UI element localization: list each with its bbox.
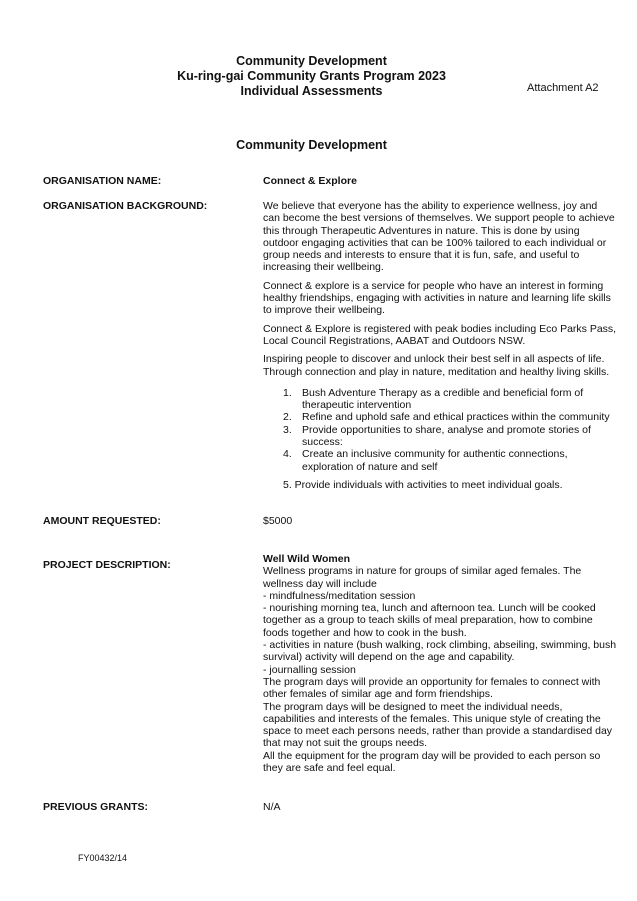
header-line-1: Community Development	[236, 54, 387, 68]
previous-grants-value: N/A	[263, 801, 281, 813]
amount-requested-label: AMOUNT REQUESTED:	[43, 515, 161, 527]
project-title: Well Wild Women	[263, 553, 351, 565]
project-line: - mindfulness/meditation session	[263, 589, 416, 602]
project-line: - nourishing morning tea, lunch and afternoon tea. Lunch will be cooked together as a group to teach skills of meal preparation, how to combine foods together and how to cook in the bush.	[263, 602, 596, 639]
list-item	[263, 411, 617, 423]
project-line: - journalling session	[263, 663, 356, 676]
list-item	[263, 387, 617, 412]
list-text: Refine and uphold safe and ethical practices within the community	[302, 411, 610, 424]
organisation-background-label: ORGANISATION BACKGROUND:	[43, 200, 208, 212]
background-paragraph: Connect & explore is a service for people who have an interest in forming healthy friendships, engaging with activities in nature and learning life skills to improve their wellbeing.	[263, 279, 611, 317]
list-text: Bush Adventure Therapy as a credible and beneficial form of therapeutic intervention	[302, 386, 584, 412]
project-description	[263, 553, 617, 774]
list-item	[263, 424, 617, 449]
background-paragraph: Inspiring people to discover and unlock their best self in all aspects of life. Through connection and play in nature, meditation and healthy living skills.	[263, 353, 610, 378]
organisation-name-value: Connect & Explore	[263, 175, 357, 187]
project-line: Wellness programs in nature for groups of similar aged females. The wellness day will include	[263, 565, 582, 590]
list-text: Provide opportunities to share, analyse and promote stories of success:	[302, 423, 591, 449]
amount-requested-value: $5000	[263, 515, 293, 527]
header-line-3: Individual Assessments	[240, 84, 383, 98]
header-line-2: Ku-ring-gai Community Grants Program 2023	[177, 69, 446, 83]
project-line: All the equipment for the program day will be provided to each person so they are safe and feel equal.	[263, 749, 601, 775]
list-text: Create an inclusive community for authentic connections, exploration of nature and self	[302, 448, 568, 473]
list-number: 1.	[283, 386, 292, 399]
section-title: Community Development	[236, 138, 387, 152]
previous-grants-label: PREVIOUS GRANTS:	[43, 801, 149, 813]
list-number: 2.	[283, 411, 292, 424]
list-number: 3.	[283, 423, 292, 436]
organisation-name-label: ORGANISATION NAME:	[43, 175, 162, 187]
list-item	[263, 448, 617, 473]
project-line: - activities in nature (bush walking, rock climbing, abseiling, swimming, bush survival) activity will depend on the age and capability.	[263, 639, 617, 664]
list-number: 4.	[283, 448, 292, 461]
attachment-label: Attachment A2	[527, 82, 599, 94]
background-paragraph: Connect & Explore is registered with peak bodies including Eco Parks Pass, Local Council Registrations, AABAT and Outdoors NSW.	[263, 322, 617, 347]
background-paragraph: We believe that everyone has the ability to experience wellness, joy and can become the best versions of themselves. We support people to achieve this through Therapeutic Adventures in nature. This is done by using outdoor engaging activities that can be 100% tailored to each individual or group needs and interests to ensure that it is fun, safe, and useful to increasing their wellbeing.	[263, 200, 615, 274]
footer-reference: FY00432/14	[78, 853, 128, 863]
goals-list-tail: 5. Provide individuals with activities to meet individual goals.	[283, 478, 563, 491]
project-line: The program days will provide an opportunity for females to connect with other females of similar age and form friendships.	[263, 675, 601, 701]
project-description-label: PROJECT DESCRIPTION:	[43, 559, 171, 571]
project-line: The program days will be designed to meet the individual needs, capabilities and interests of the females. This unique style of creating the space to meet each persons needs, rather than provide a standardised day that may not suit the groups needs.	[263, 700, 613, 750]
goals-list	[263, 387, 617, 473]
organisation-background	[263, 200, 617, 491]
